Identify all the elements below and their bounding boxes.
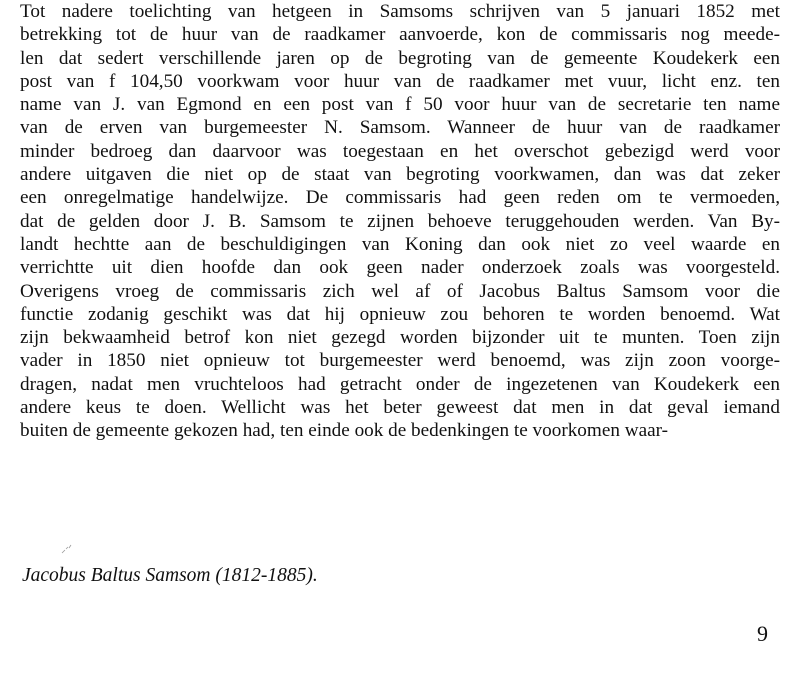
text-line: andere keus te doen. Wellicht was het beter geweest dat men in dat geval iemand <box>20 397 780 419</box>
text-line: post van f 104,50 voorkwam voor huur van de raadkamer met vuur, licht enz. ten <box>20 70 780 92</box>
text-line: vader in 1850 niet opnieuw tot burgemeester werd benoemd, was zijn zoon voorge- <box>20 350 780 372</box>
text-line: dat de gelden door J. B. Samsom te zijnen behoeve teruggehouden werden. Van By- <box>20 210 780 232</box>
text-line: name van J. van Egmond en een post van f 50 voor huur van de secretarie ten name <box>20 94 780 116</box>
text-line: van de erven van burgemeester N. Samsom. Wanneer de huur van de raadkamer <box>20 117 780 139</box>
photo-caption: Jacobus Baltus Samsom (1812-1885). <box>22 565 318 586</box>
text-line: betrekking tot de huur van de raadkamer aanvoerde, kon de commissaris nog meede- <box>20 24 780 46</box>
text-line: andere uitgaven die niet op de staat van begroting voorkwamen, dan was dat zeker <box>20 164 780 186</box>
text-line: dragen, nadat men vruchteloos had getracht onder de ingezetenen van Koudekerk een <box>20 373 780 395</box>
text-line: buiten de gemeente gekozen had, ten einde ook de bedenkingen te voorkomen waar- <box>20 420 669 442</box>
text-line: landt hechtte aan de beschuldigingen van Koning dan ook niet zo veel waarde en <box>20 233 780 255</box>
text-line: minder bedroeg dan daarvoor was toegestaan en het overschot gebezigd werd voor <box>20 140 780 162</box>
page-number: 9 <box>757 621 768 646</box>
text-line: verrichtte uit dien hoofde dan ook geen nader onderzoek zoals was voorgesteld. <box>20 257 780 279</box>
text-line: len dat sedert verschillende jaren op de begroting van de gemeente Koudekerk een <box>20 47 780 69</box>
text-line: zijn bekwaamheid betrof kon niet gezegd worden bijzonder uit te munten. Toen zijn <box>20 327 780 349</box>
scan-speck <box>60 543 74 555</box>
text-line: een onregelmatige handelwijze. De commissaris had geen reden om te vermoeden, <box>20 187 780 209</box>
text-line: functie zodanig geschikt was dat hij opnieuw zou behoren te worden benoemd. Wat <box>20 303 780 325</box>
text-line: Overigens vroeg de commissaris zich wel af of Jacobus Baltus Samsom voor die <box>20 280 780 302</box>
body-text <box>20 0 780 443</box>
text-line: Tot nadere toelichting van hetgeen in Samsoms schrijven van 5 januari 1852 met <box>20 1 780 22</box>
